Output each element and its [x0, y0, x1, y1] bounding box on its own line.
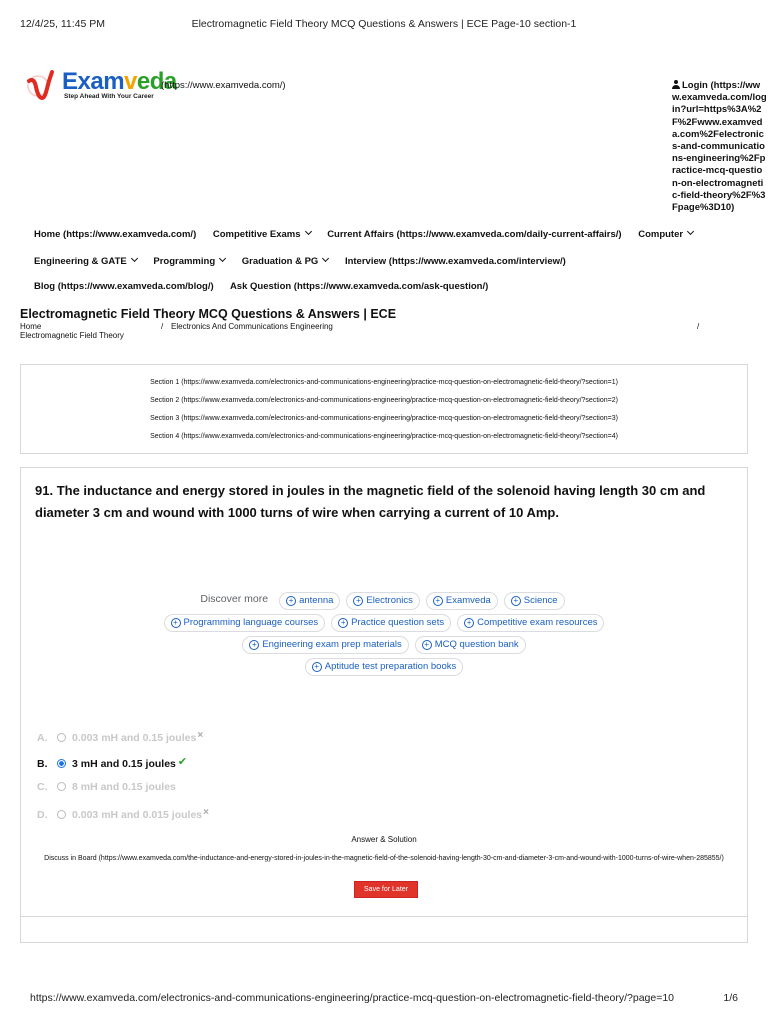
breadcrumb-current: Electromagnetic Field Theory [20, 331, 124, 340]
option-text: 0.003 mH and 0.15 joules [72, 732, 197, 744]
answer-solution-toggle[interactable]: Answer & Solution [351, 835, 417, 844]
section-link-2[interactable]: Section 2 (https://www.examveda.com/electronics-and-communications-engineering/practice-mcq-question-on-electromagnetic-field-theory/?section=2) [150, 397, 618, 404]
login-label: Login [682, 80, 708, 91]
discover-chip[interactable]: + Programming language courses [164, 614, 326, 632]
radio-button[interactable] [57, 733, 66, 742]
discuss-in-board-link[interactable]: Discuss in Board (https://www.examveda.com/the-inductance-and-energy-stored-in-joules-in-the-magnetic-field-of-the-solenoid-having-length-30-cm-and-diameter-3-cm-and-wound-with-1000-turns-of-wire-when-285855/) [44, 855, 724, 862]
chevron-down-icon [322, 255, 329, 262]
option-a[interactable] [37, 730, 203, 744]
breadcrumb-separator: / [161, 322, 164, 331]
check-icon: ✔ [177, 756, 188, 768]
breadcrumb-home[interactable]: Home [20, 322, 42, 331]
option-text: 8 mH and 0.15 joules [72, 781, 176, 793]
print-footer-url: https://www.examveda.com/electronics-and-communications-engineering/practice-mcq-question-on-electromagnetic-field-theory/?page=10 [30, 992, 675, 1004]
nav-row-3 [34, 281, 502, 292]
question-card [20, 467, 748, 917]
plus-circle-icon: + [511, 596, 521, 606]
nav-competitive-exams[interactable]: Competitive Exams [213, 229, 311, 240]
logo-mark-icon [26, 68, 62, 104]
question-number: 91. [35, 483, 54, 498]
question-body: The inductance and energy stored in joules in the magnetic field of the solenoid having length 30 cm and diameter 3 cm and wound with 1000 turns of wire when carrying a current of 10 Amp. [35, 483, 706, 520]
chevron-down-icon [219, 255, 226, 262]
chevron-down-icon [687, 228, 694, 235]
question-card-footer [20, 916, 748, 943]
option-d[interactable] [37, 807, 209, 821]
print-header [20, 18, 748, 32]
cross-icon: × [197, 730, 204, 741]
plus-circle-icon: + [338, 618, 348, 628]
nav-home[interactable]: Home (https://www.examveda.com/) [34, 229, 197, 240]
login-link[interactable] [672, 80, 768, 214]
discover-chip[interactable]: + Examveda [426, 592, 498, 610]
plus-circle-icon: + [286, 596, 296, 606]
plus-circle-icon: + [171, 618, 181, 628]
section-link-3[interactable]: Section 3 (https://www.examveda.com/electronics-and-communications-engineering/practice-mcq-question-on-electromagnetic-field-theory/?section=3) [150, 415, 618, 422]
nav-blog[interactable]: Blog (https://www.examveda.com/blog/) [34, 281, 214, 292]
plus-circle-icon: + [249, 640, 259, 650]
nav-row-2 [34, 256, 580, 267]
nav-engineering-gate[interactable]: Engineering & GATE [34, 256, 137, 267]
discover-chip[interactable]: + Competitive exam resources [457, 614, 604, 632]
breadcrumb-separator: / [697, 322, 700, 331]
option-b[interactable] [37, 755, 187, 770]
option-text: 0.003 mH and 0.015 joules [72, 809, 203, 821]
radio-button[interactable] [57, 782, 66, 791]
user-icon [672, 80, 680, 89]
nav-current-affairs[interactable]: Current Affairs (https://www.examveda.com/daily-current-affairs/) [327, 229, 622, 240]
save-for-later-button[interactable]: Save for Later [354, 881, 418, 898]
print-datetime: 12/4/25, 11:45 PM [20, 18, 106, 30]
option-c[interactable] [37, 781, 176, 793]
plus-circle-icon: + [312, 662, 322, 672]
print-footer [30, 992, 738, 1006]
breadcrumb-category[interactable]: Electronics And Communications Engineering [171, 322, 333, 331]
print-doc-title: Electromagnetic Field Theory MCQ Questions & Answers | ECE Page-10 section-1 [191, 18, 577, 30]
question-text [35, 480, 735, 523]
nav-programming[interactable]: Programming [153, 256, 225, 267]
option-letter: D. [37, 809, 48, 821]
logo-tagline: Step Ahead With Your Career [64, 93, 154, 100]
plus-circle-icon: + [433, 596, 443, 606]
nav-row-1 [34, 229, 707, 240]
nav-ask-question[interactable]: Ask Question (https://www.examveda.com/ask-question/) [229, 281, 489, 292]
section-links-panel [20, 364, 748, 454]
radio-button-selected[interactable] [57, 759, 66, 768]
discover-chip[interactable]: + Engineering exam prep materials [242, 636, 408, 654]
logo-url[interactable]: (https://www.examveda.com/) [161, 80, 286, 91]
radio-button[interactable] [57, 810, 66, 819]
discover-chip[interactable]: + Electronics [346, 592, 419, 610]
discover-chip[interactable]: + MCQ question bank [415, 636, 526, 654]
chevron-down-icon [131, 255, 138, 262]
discover-chip[interactable]: + Aptitude test preparation books [305, 658, 464, 676]
login-url: (https://www.examveda.com/login?url=https%3A%2F%2Fwww.examveda.com%2Felectronics-and-communications-engineering%2Fpractice-mcq-question-on-electromagnetic-field-theory%2F%3Fpage%3D10) [672, 80, 767, 214]
option-letter: A. [37, 732, 48, 744]
nav-interview[interactable]: Interview (https://www.examveda.com/interview/) [344, 256, 566, 267]
discover-chip[interactable]: + Practice question sets [331, 614, 451, 632]
option-text: 3 mH and 0.15 joules [72, 758, 176, 770]
option-letter: B. [37, 758, 48, 770]
plus-circle-icon: + [422, 640, 432, 650]
plus-circle-icon: + [353, 596, 363, 606]
option-letter: C. [37, 781, 48, 793]
discover-chip[interactable]: + Science [504, 592, 565, 610]
nav-computer[interactable]: Computer [638, 229, 693, 240]
section-link-1[interactable]: Section 1 (https://www.examveda.com/electronics-and-communications-engineering/practice-mcq-question-on-electromagnetic-field-theory/?section=1) [150, 379, 618, 386]
discover-more-label: Discover more [200, 593, 269, 605]
chevron-down-icon [305, 228, 312, 235]
site-logo[interactable] [26, 68, 177, 104]
section-link-4[interactable]: Section 4 (https://www.examveda.com/electronics-and-communications-engineering/practice-mcq-question-on-electromagnetic-field-theory/?section=4) [150, 433, 618, 440]
logo-brand: Examveda [62, 68, 177, 95]
nav-graduation-pg[interactable]: Graduation & PG [242, 256, 329, 267]
page-title: Electromagnetic Field Theory MCQ Questions & Answers | ECE [20, 307, 397, 321]
cross-icon: × [203, 807, 209, 818]
plus-circle-icon: + [464, 618, 474, 628]
print-page-number: 1/6 [723, 992, 738, 1004]
discover-chip[interactable]: + antenna [279, 592, 340, 610]
